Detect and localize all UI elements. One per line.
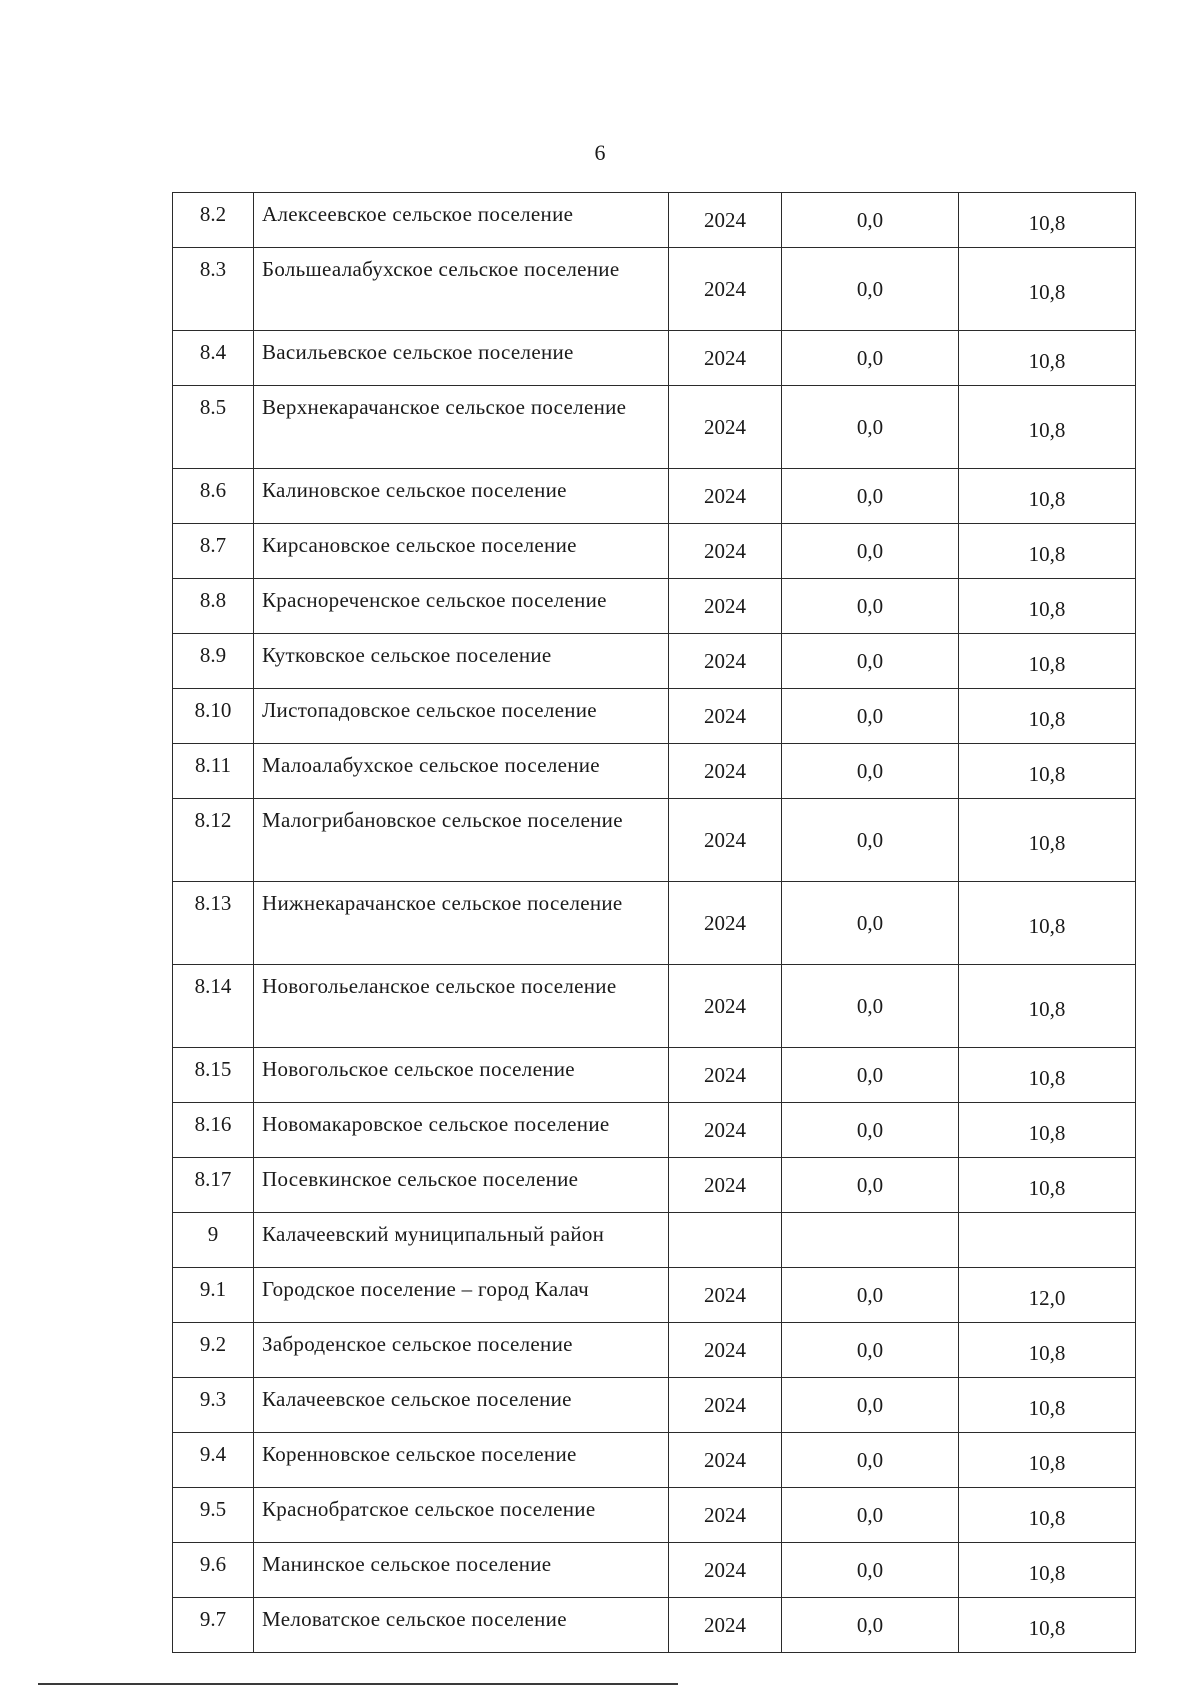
value-cell-1: 0,0 xyxy=(782,1598,959,1653)
settlement-name: Большеалабухское сельское поселение xyxy=(254,248,669,331)
year-cell: 2024 xyxy=(669,248,782,331)
year-cell: 2024 xyxy=(669,1323,782,1378)
value-cell-1: 0,0 xyxy=(782,386,959,469)
year-cell: 2024 xyxy=(669,524,782,579)
value-cell-2: 10,8 xyxy=(959,1488,1136,1543)
value-cell-1: 0,0 xyxy=(782,689,959,744)
value-cell-1: 0,0 xyxy=(782,248,959,331)
row-number: 8.13 xyxy=(173,882,254,965)
value-cell-1: 0,0 xyxy=(782,799,959,882)
row-number: 8.7 xyxy=(173,524,254,579)
table-row xyxy=(173,1158,1136,1213)
value-cell-1: 0,0 xyxy=(782,1488,959,1543)
year-cell: 2024 xyxy=(669,1488,782,1543)
settlement-name: Васильевское сельское поселение xyxy=(254,331,669,386)
value-cell-1: 0,0 xyxy=(782,1268,959,1323)
year-cell: 2024 xyxy=(669,331,782,386)
table-body xyxy=(173,193,1136,1653)
settlement-name: Калачеевский муниципальный район xyxy=(254,1213,669,1268)
table-row xyxy=(173,1433,1136,1488)
year-cell: 2024 xyxy=(669,744,782,799)
year-cell: 2024 xyxy=(669,689,782,744)
year-cell: 2024 xyxy=(669,1433,782,1488)
table-row xyxy=(173,1488,1136,1543)
value-cell-1: 0,0 xyxy=(782,1103,959,1158)
settlement-name: Новогольеланское сельское поселение xyxy=(254,965,669,1048)
settlement-name: Кутковское сельское поселение xyxy=(254,634,669,689)
row-number: 9.5 xyxy=(173,1488,254,1543)
year-cell: 2024 xyxy=(669,469,782,524)
value-cell-2 xyxy=(959,1213,1136,1268)
value-cell-1: 0,0 xyxy=(782,1048,959,1103)
value-cell-2: 10,8 xyxy=(959,193,1136,248)
value-cell-2: 10,8 xyxy=(959,882,1136,965)
value-cell-1: 0,0 xyxy=(782,965,959,1048)
table-row xyxy=(173,1543,1136,1598)
table-row xyxy=(173,469,1136,524)
row-number: 8.10 xyxy=(173,689,254,744)
year-cell: 2024 xyxy=(669,1543,782,1598)
settlement-name: Алексеевское сельское поселение xyxy=(254,193,669,248)
table-row xyxy=(173,1268,1136,1323)
value-cell-2: 10,8 xyxy=(959,1048,1136,1103)
value-cell-2: 10,8 xyxy=(959,1378,1136,1433)
row-number: 9.4 xyxy=(173,1433,254,1488)
row-number: 8.2 xyxy=(173,193,254,248)
table-row xyxy=(173,248,1136,331)
settlement-name: Городское поселение – город Калач xyxy=(254,1268,669,1323)
value-cell-1: 0,0 xyxy=(782,524,959,579)
bottom-rule xyxy=(38,1683,678,1685)
table-row xyxy=(173,331,1136,386)
table-row xyxy=(173,579,1136,634)
value-cell-2: 10,8 xyxy=(959,965,1136,1048)
value-cell-1: 0,0 xyxy=(782,1158,959,1213)
year-cell: 2024 xyxy=(669,579,782,634)
row-number: 8.6 xyxy=(173,469,254,524)
table-row xyxy=(173,386,1136,469)
value-cell-2: 12,0 xyxy=(959,1268,1136,1323)
settlement-name: Кирсановское сельское поселение xyxy=(254,524,669,579)
year-cell: 2024 xyxy=(669,882,782,965)
table-row xyxy=(173,799,1136,882)
table-row xyxy=(173,1323,1136,1378)
value-cell-2: 10,8 xyxy=(959,634,1136,689)
table-row xyxy=(173,965,1136,1048)
settlement-name: Коренновское сельское поселение xyxy=(254,1433,669,1488)
value-cell-1: 0,0 xyxy=(782,744,959,799)
table-row xyxy=(173,634,1136,689)
row-number: 8.3 xyxy=(173,248,254,331)
value-cell-2: 10,8 xyxy=(959,524,1136,579)
row-number: 9.3 xyxy=(173,1378,254,1433)
year-cell: 2024 xyxy=(669,193,782,248)
year-cell xyxy=(669,1213,782,1268)
value-cell-2: 10,8 xyxy=(959,1323,1136,1378)
settlement-name: Манинское сельское поселение xyxy=(254,1543,669,1598)
value-cell-1: 0,0 xyxy=(782,469,959,524)
settlement-name: Краснореченское сельское поселение xyxy=(254,579,669,634)
row-number: 8.14 xyxy=(173,965,254,1048)
row-number: 9.2 xyxy=(173,1323,254,1378)
value-cell-2: 10,8 xyxy=(959,1543,1136,1598)
settlement-name: Малоалабухское сельское поселение xyxy=(254,744,669,799)
row-number: 8.4 xyxy=(173,331,254,386)
settlement-name: Заброденское сельское поселение xyxy=(254,1323,669,1378)
value-cell-2: 10,8 xyxy=(959,331,1136,386)
row-number: 8.9 xyxy=(173,634,254,689)
settlement-name: Малогрибановское сельское поселение xyxy=(254,799,669,882)
year-cell: 2024 xyxy=(669,1158,782,1213)
value-cell-2: 10,8 xyxy=(959,1433,1136,1488)
row-number: 8.16 xyxy=(173,1103,254,1158)
settlement-name: Калиновское сельское поселение xyxy=(254,469,669,524)
data-table xyxy=(172,192,1136,1653)
table-row xyxy=(173,1378,1136,1433)
value-cell-2: 10,8 xyxy=(959,386,1136,469)
year-cell: 2024 xyxy=(669,1378,782,1433)
year-cell: 2024 xyxy=(669,1103,782,1158)
table-row xyxy=(173,1048,1136,1103)
row-number: 9.7 xyxy=(173,1598,254,1653)
value-cell-2: 10,8 xyxy=(959,469,1136,524)
row-number: 8.17 xyxy=(173,1158,254,1213)
year-cell: 2024 xyxy=(669,1598,782,1653)
year-cell: 2024 xyxy=(669,634,782,689)
year-cell: 2024 xyxy=(669,965,782,1048)
settlement-name: Калачеевское сельское поселение xyxy=(254,1378,669,1433)
value-cell-1: 0,0 xyxy=(782,1433,959,1488)
value-cell-2: 10,8 xyxy=(959,799,1136,882)
year-cell: 2024 xyxy=(669,1268,782,1323)
settlement-name: Новогольское сельское поселение xyxy=(254,1048,669,1103)
row-number: 9 xyxy=(173,1213,254,1268)
year-cell: 2024 xyxy=(669,1048,782,1103)
row-number: 9.1 xyxy=(173,1268,254,1323)
value-cell-1: 0,0 xyxy=(782,193,959,248)
value-cell-2: 10,8 xyxy=(959,1598,1136,1653)
table-row xyxy=(173,524,1136,579)
settlement-name: Листопадовское сельское поселение xyxy=(254,689,669,744)
table-row xyxy=(173,193,1136,248)
value-cell-2: 10,8 xyxy=(959,689,1136,744)
value-cell-1: 0,0 xyxy=(782,579,959,634)
settlement-name: Меловатское сельское поселение xyxy=(254,1598,669,1653)
settlement-name: Краснобратское сельское поселение xyxy=(254,1488,669,1543)
table-row xyxy=(173,882,1136,965)
table-row xyxy=(173,744,1136,799)
page-number: 6 xyxy=(594,140,606,165)
settlement-name: Посевкинское сельское поселение xyxy=(254,1158,669,1213)
table-row xyxy=(173,1103,1136,1158)
value-cell-1: 0,0 xyxy=(782,882,959,965)
value-cell-1: 0,0 xyxy=(782,331,959,386)
value-cell-1: 0,0 xyxy=(782,634,959,689)
row-number: 8.11 xyxy=(173,744,254,799)
year-cell: 2024 xyxy=(669,386,782,469)
year-cell: 2024 xyxy=(669,799,782,882)
value-cell-2: 10,8 xyxy=(959,1158,1136,1213)
row-number: 9.6 xyxy=(173,1543,254,1598)
table-row xyxy=(173,1213,1136,1268)
value-cell-1: 0,0 xyxy=(782,1543,959,1598)
value-cell-2: 10,8 xyxy=(959,579,1136,634)
table-row xyxy=(173,1598,1136,1653)
settlement-name: Новомакаровское сельское поселение xyxy=(254,1103,669,1158)
value-cell-1: 0,0 xyxy=(782,1323,959,1378)
row-number: 8.8 xyxy=(173,579,254,634)
row-number: 8.15 xyxy=(173,1048,254,1103)
settlement-name: Нижнекарачанское сельское поселение xyxy=(254,882,669,965)
row-number: 8.12 xyxy=(173,799,254,882)
value-cell-1: 0,0 xyxy=(782,1378,959,1433)
row-number: 8.5 xyxy=(173,386,254,469)
table-row xyxy=(173,689,1136,744)
settlement-name: Верхнекарачанское сельское поселение xyxy=(254,386,669,469)
value-cell-2: 10,8 xyxy=(959,248,1136,331)
value-cell-2: 10,8 xyxy=(959,744,1136,799)
value-cell-1 xyxy=(782,1213,959,1268)
value-cell-2: 10,8 xyxy=(959,1103,1136,1158)
